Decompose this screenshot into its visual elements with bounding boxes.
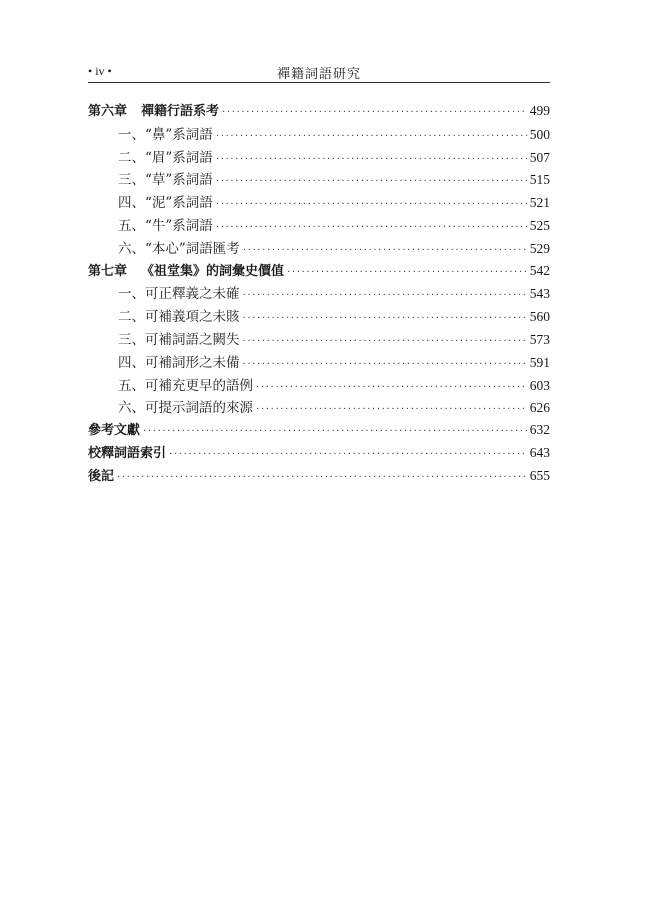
toc-number: 五、: [118, 377, 145, 394]
toc-chapter-7[interactable]: [88, 260, 550, 283]
toc-title: 校釋詞語索引: [88, 445, 167, 461]
toc-page-number: 507: [529, 149, 550, 165]
dot-leader: [243, 245, 527, 256]
toc-page-number: 499: [529, 103, 550, 118]
toc-back-matter-afterword[interactable]: [88, 465, 550, 488]
toc-number: 六、: [118, 240, 145, 257]
toc-title: 後記: [88, 468, 115, 484]
toc-title: 可補詞語之闕失: [145, 331, 240, 348]
toc-title: 可補充更早的語例: [145, 377, 253, 394]
toc-title: 可正釋義之未確: [145, 286, 240, 303]
toc-number: 三、: [118, 172, 145, 189]
toc-page-number: 626: [529, 400, 550, 416]
toc-section[interactable]: [88, 237, 550, 260]
toc-section[interactable]: [88, 146, 550, 169]
toc-number: 一、: [118, 126, 145, 143]
toc-section[interactable]: [88, 396, 550, 419]
toc-section[interactable]: [88, 305, 550, 328]
dot-leader: [117, 472, 527, 483]
dot-leader: [216, 176, 527, 187]
toc-section[interactable]: [88, 168, 550, 191]
toc-page-number: 560: [529, 309, 550, 325]
dot-leader: [216, 199, 527, 210]
toc-number: 四、: [118, 354, 145, 371]
running-title: 禪籍詞語研究: [276, 67, 361, 82]
toc-section[interactable]: [88, 328, 550, 351]
dot-leader: [256, 404, 527, 415]
dot-leader: [216, 222, 527, 233]
toc-title: 可補義項之未賅: [145, 309, 240, 326]
toc-title: 可提示詞語的來源: [145, 400, 253, 417]
toc-back-matter-references[interactable]: [88, 419, 550, 442]
toc-number: 二、: [118, 309, 145, 326]
dot-leader: [143, 426, 527, 437]
toc-number: 三、: [118, 331, 145, 348]
toc-title: “鼻”系詞語: [145, 126, 213, 143]
toc-section[interactable]: [88, 374, 550, 397]
table-of-contents: [88, 100, 550, 488]
toc-number: 四、: [118, 195, 145, 212]
toc-title: “眉”系詞語: [145, 149, 213, 166]
toc-page-number: 603: [529, 377, 550, 393]
toc-page-number: 529: [529, 240, 550, 256]
toc-number: 六、: [118, 400, 145, 417]
toc-number: 一、: [118, 286, 145, 303]
toc-title: 《祖堂集》的詞彙史價值: [141, 263, 285, 279]
toc-title: 可補詞形之未備: [145, 354, 240, 371]
toc-title: “泥”系詞語: [145, 195, 213, 212]
toc-page-number: 542: [529, 262, 550, 278]
toc-number: 五、: [118, 217, 145, 234]
toc-page-number: 500: [529, 126, 550, 142]
toc-section[interactable]: [88, 123, 550, 146]
toc-page-number: 525: [529, 217, 550, 233]
dot-leader: [222, 107, 527, 118]
toc-page-number: 643: [529, 444, 550, 460]
toc-title: 參考文獻: [88, 423, 141, 439]
dot-leader: [216, 154, 527, 165]
toc-page-number: 655: [529, 467, 550, 483]
toc-title: “本心”詞語匯考: [145, 240, 240, 257]
toc-page-number: 632: [529, 422, 550, 438]
toc-back-matter-index[interactable]: [88, 442, 550, 465]
toc-page-number: 573: [529, 331, 550, 347]
toc-title: “草”系詞語: [145, 172, 213, 189]
dot-leader: [169, 449, 527, 460]
toc-section[interactable]: [88, 351, 550, 374]
dot-leader: [216, 131, 527, 142]
toc-section[interactable]: [88, 282, 550, 305]
dot-leader: [256, 382, 527, 393]
toc-number: 第七章: [88, 263, 128, 279]
dot-leader: [243, 313, 527, 324]
toc-title: 禪籍行語系考: [141, 104, 220, 119]
toc-number: 二、: [118, 149, 145, 166]
page-number-marker: • iv •: [88, 64, 112, 78]
toc-page-number: 521: [529, 195, 550, 211]
toc-number: 第六章: [88, 104, 128, 119]
toc-page-number: 543: [529, 286, 550, 302]
toc-section[interactable]: [88, 214, 550, 237]
toc-title: “牛”系詞語: [145, 217, 213, 234]
dot-leader: [243, 336, 527, 347]
toc-page-number: 591: [529, 354, 550, 370]
toc-section[interactable]: [88, 191, 550, 214]
toc-chapter-6[interactable]: [88, 100, 550, 123]
dot-leader: [243, 359, 527, 370]
page-header: [88, 62, 550, 83]
toc-page-number: 515: [529, 172, 550, 188]
dot-leader: [287, 267, 527, 278]
dot-leader: [243, 290, 527, 301]
